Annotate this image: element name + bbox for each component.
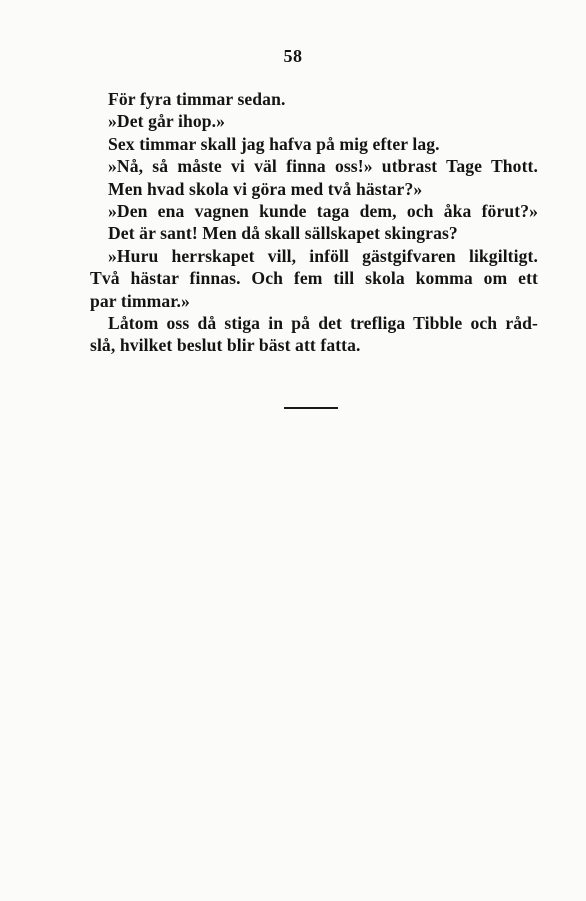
- text-line-1: För fyra timmar sedan.: [108, 89, 286, 109]
- text-line-3: Sex timmar skall jag hafva på mig efter lag.: [108, 133, 440, 154]
- text-line-10: par timmar.»: [90, 290, 190, 311]
- text-line-2: »Det går ihop.»: [108, 111, 226, 132]
- text-line-11: Låtom oss då stiga in på det trefliga Tibble och råd-: [108, 313, 538, 334]
- text-line-5: Men hvad skola vi göra med två hästar?»: [108, 178, 423, 199]
- text-line-4: »Nå, så måste vi väl finna oss!» utbrast Tage Thott.: [108, 156, 538, 177]
- text-line-6: »Den ena vagnen kunde taga dem, och åka förut?»: [108, 201, 538, 222]
- text-line-12: slå, hvilket beslut blir bäst att fatta.: [90, 335, 361, 356]
- text-line-7: Det är sant! Men då skall sällskapet skingras?: [108, 223, 458, 244]
- section-divider: [284, 407, 338, 409]
- text-line-9: Två hästar finnas. Och fem till skola komma om ett: [90, 268, 538, 289]
- body-text: [90, 88, 538, 357]
- page-number: 58: [283, 46, 303, 66]
- text-line-8: »Huru herrskapet vill, inföll gästgifvaren likgiltigt.: [108, 245, 538, 266]
